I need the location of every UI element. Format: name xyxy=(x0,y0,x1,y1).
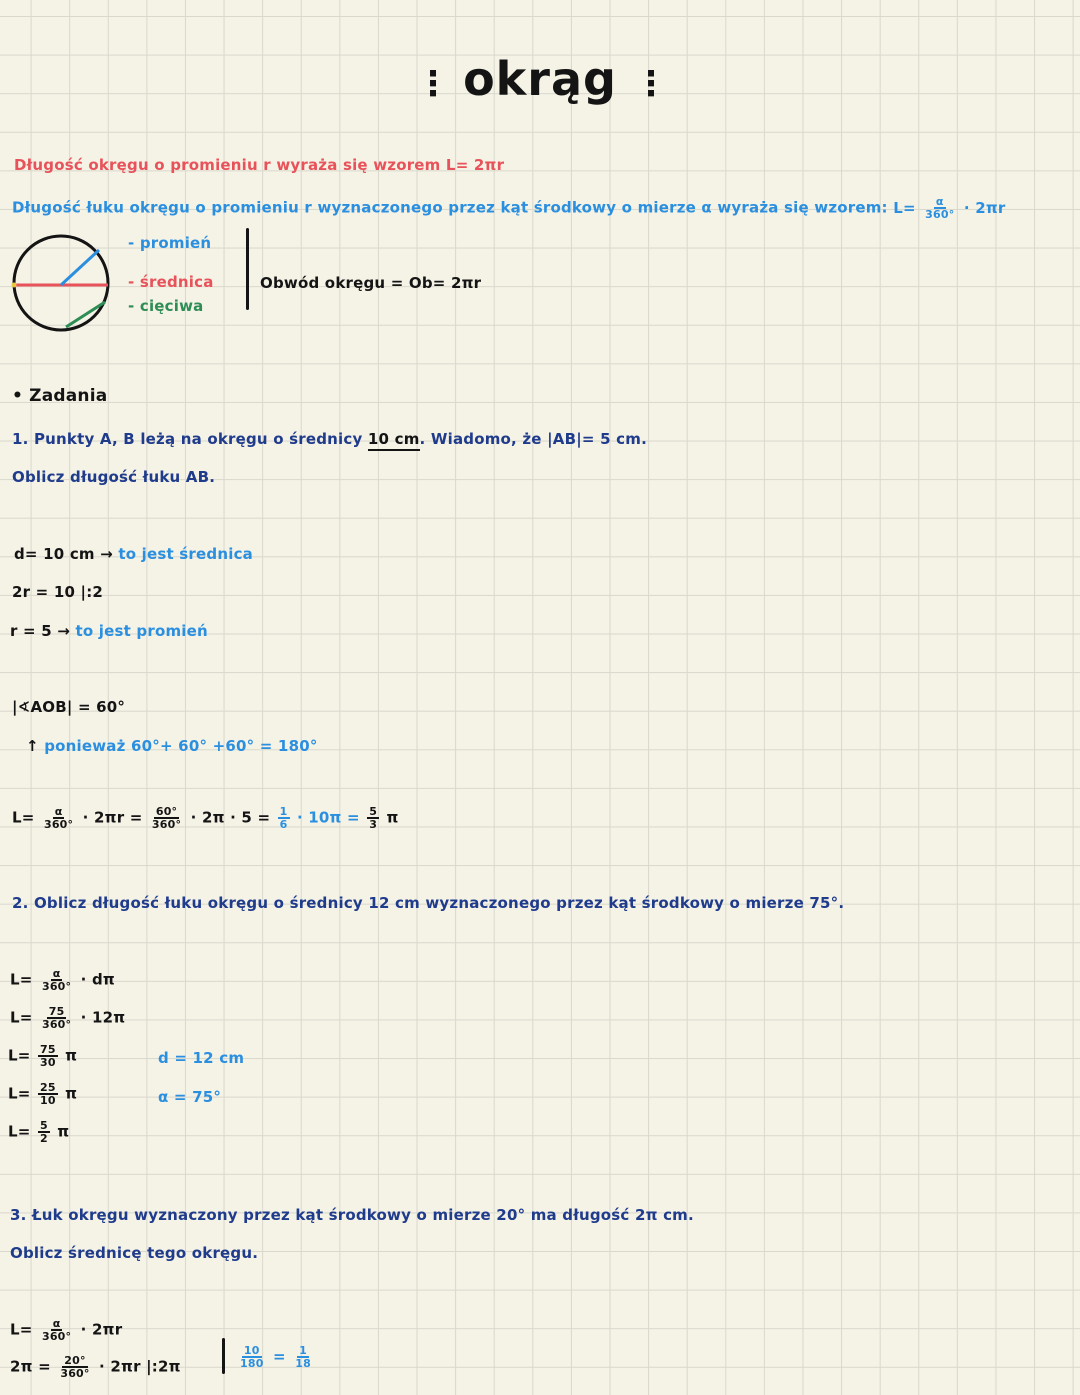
task2-row-5: L= $\frac{5}{2}$ π xyxy=(8,1119,70,1145)
definition-arc xyxy=(12,196,1006,220)
task2-row-4: L= $\frac{25}{10}$ π xyxy=(8,1081,78,1107)
task2-given-diameter: d = 12 cm xyxy=(158,1049,245,1067)
task3-divider xyxy=(222,1338,225,1374)
task1-step-diameter: d= 10 cm → to jest średnica xyxy=(14,545,253,563)
task2-given-angle: α = 75° xyxy=(158,1088,222,1106)
task1-question: Oblicz długość łuku AB. xyxy=(12,468,216,486)
definition-arc-text: Długość łuku okręgu o promieniu r wyznaczonego przez kąt środkowy o mierze α wyraża się wzorem: xyxy=(12,198,888,217)
task1-step-2r: 2r = 10 |:2 xyxy=(12,583,104,601)
task1-step-radius: r = 5 → to jest promień xyxy=(10,622,208,640)
task3-question: Oblicz średnicę tego okręgu. xyxy=(10,1244,259,1262)
task1-step-reason: ↑ ponieważ 60°+ 60° +60° = 180° xyxy=(26,737,318,755)
arc-formula: L= $\frac{\alpha}{360^\circ}$ · 2πr xyxy=(893,195,1006,221)
burst-left-icon: ⋮ xyxy=(416,64,447,104)
task1-calculation: L= $\frac{\alpha}{360^\circ}$ · 2πr = $\frac{60^\circ}{360^\circ}$ · 2π · 5 = $\frac{1}{6}$ · 10π = $\frac{5}{3}$ π xyxy=(12,805,399,831)
task2-row-1: L= $\frac{\alpha}{360^\circ}$ · dπ xyxy=(10,967,115,993)
burst-right-icon: ⋮ xyxy=(633,64,664,104)
legend-chord: - cięciwa xyxy=(128,297,204,315)
task1-step-angle: |∢AOB| = 60° xyxy=(12,698,126,716)
circumference-formula: Obwód okręgu = Ob= 2πr xyxy=(260,274,482,292)
legend-diameter: - średnica xyxy=(128,273,214,291)
task3-side-calc: $\frac{10}{180}$ = $\frac{1}{18}$ xyxy=(240,1344,311,1370)
task2-row-3: L= $\frac{75}{30}$ π xyxy=(8,1043,78,1069)
circle-diagram xyxy=(10,230,114,334)
task2-row-2: L= $\frac{75}{360^\circ}$ · 12π xyxy=(10,1005,126,1031)
section-heading: • Zadania xyxy=(12,386,108,406)
task3-row-1: L= $\frac{\alpha}{360^\circ}$ · 2πr xyxy=(10,1317,123,1343)
task1-statement: 1. Punkty A, B leżą na okręgu o średnicy 10 cm. Wiadomo, że |AB|= 5 cm. xyxy=(12,430,647,448)
page-title: ⋮ okrąg ⋮ xyxy=(416,52,664,106)
divider xyxy=(246,228,249,310)
definition-circumference: Długość okręgu o promieniu r wyraża się wzorem L= 2πr xyxy=(14,156,505,174)
diameter-end-dot xyxy=(12,283,17,288)
legend-radius: - promień xyxy=(128,234,212,252)
task3-statement: 3. Łuk okręgu wyznaczony przez kąt środkowy o mierze 20° ma długość 2π cm. xyxy=(10,1206,694,1224)
task2-statement: 2. Oblicz długość łuku okręgu o średnicy 12 cm wyznaczonego przez kąt środkowy o mierze 75°. xyxy=(12,894,845,912)
task3-row-2: 2π = $\frac{20^\circ}{360^\circ}$ · 2πr |:2π xyxy=(10,1354,181,1380)
radius-line xyxy=(61,250,99,285)
